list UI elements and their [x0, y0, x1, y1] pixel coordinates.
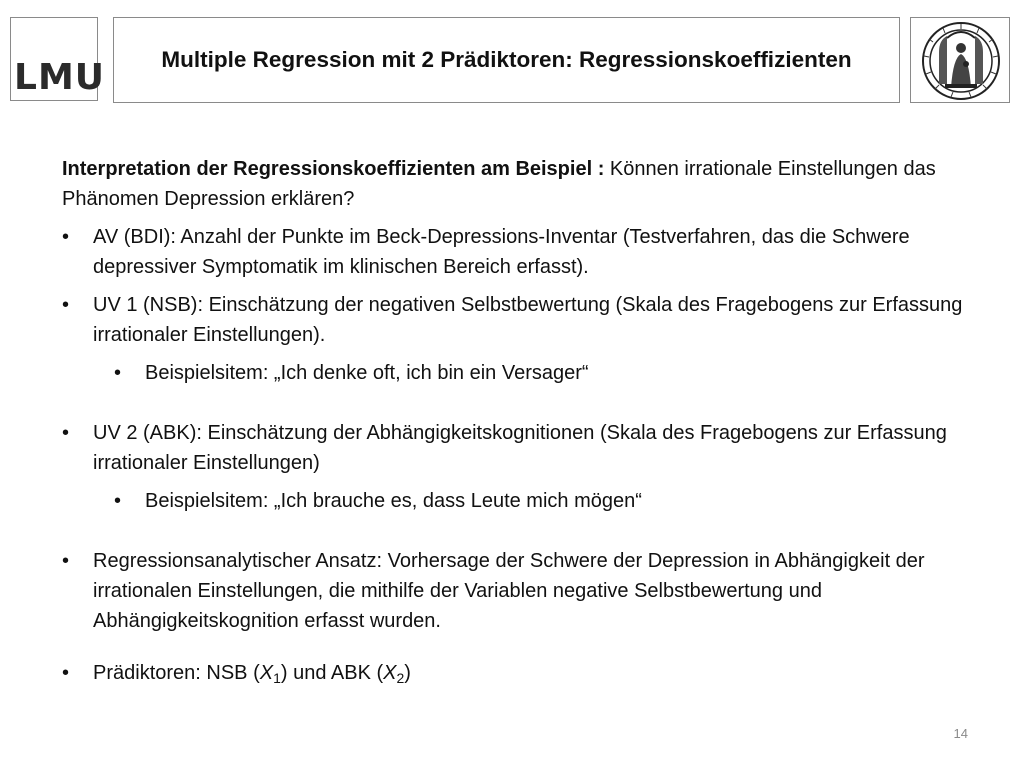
intro-text: Können irrationale Einstellungen das Phänomen Depression erklären?: [62, 158, 936, 210]
bullet-predictors: [62, 658, 992, 688]
bullet-uv1: [62, 290, 992, 350]
bullet-uv2-text: UV 2 (ABK): Einschätzung der Abhängigkeitskognitionen (Skala des Fragebogens zur Erfassung irrationaler Einstellungen): [93, 422, 947, 474]
bullet-uv2: [62, 418, 992, 478]
bullet-glyph: •: [62, 226, 70, 248]
lmu-logo: [10, 17, 105, 101]
university-seal: [910, 17, 1010, 103]
bullet-approach-text: Regressionsanalytischer Ansatz: Vorhersage der Schwere der Depression in Abhängigkeit der irrationalen Einstellungen, die mithilfe der Variablen negative Selbstbewertung und Abhängigkeitskognition erfasst wurden.: [93, 550, 925, 632]
seal-icon: [911, 18, 1011, 104]
bullet-approach: [62, 546, 992, 636]
predictors-suffix: ): [404, 662, 411, 684]
bullet-glyph: •: [62, 294, 70, 316]
predictors-text: [93, 662, 411, 684]
sub-bullet-uv2-example: [62, 486, 992, 516]
bullet-av: [62, 222, 992, 282]
sub-bullet-uv1-example: [62, 358, 992, 388]
slide-title: Multiple Regression mit 2 Prädiktoren: Regressionskoeffizienten: [161, 47, 852, 72]
bullet-glyph: •: [114, 362, 122, 384]
intro-bold-text: Interpretation der Regressionskoeffizienten am Beispiel :: [62, 158, 605, 180]
title-box: [113, 17, 900, 103]
predictors-middle: ) und ABK (: [280, 662, 384, 684]
uv1-example-text: Beispielsitem: „Ich denke oft, ich bin ein Versager“: [145, 362, 589, 384]
bullet-glyph: •: [62, 662, 70, 684]
x1-subscript: 1: [273, 670, 281, 686]
page-number: 14: [953, 726, 968, 741]
x1-variable: X: [259, 662, 274, 684]
predictors-prefix: Prädiktoren: NSB (: [93, 662, 260, 684]
lmu-logo-text: LMU: [14, 57, 105, 98]
x2-subscript: 2: [396, 670, 405, 686]
bullet-uv1-text: UV 1 (NSB): Einschätzung der negativen Selbstbewertung (Skala des Fragebogens zur Erfassung irrationaler Einstellungen).: [93, 294, 963, 346]
bullet-glyph: •: [62, 422, 70, 444]
bullet-glyph: •: [62, 550, 70, 572]
x2-variable: X: [383, 662, 397, 684]
bullet-av-text: AV (BDI): Anzahl der Punkte im Beck-Depressions-Inventar (Testverfahren, das die Schwere depressiver Symptomatik im klinischen Bereich erfasst).: [93, 226, 910, 278]
intro-paragraph: [62, 154, 992, 214]
slide-body: [62, 154, 992, 696]
uv2-example-text: Beispielsitem: „Ich brauche es, dass Leute mich mögen“: [145, 490, 642, 512]
bullet-glyph: •: [114, 490, 122, 512]
